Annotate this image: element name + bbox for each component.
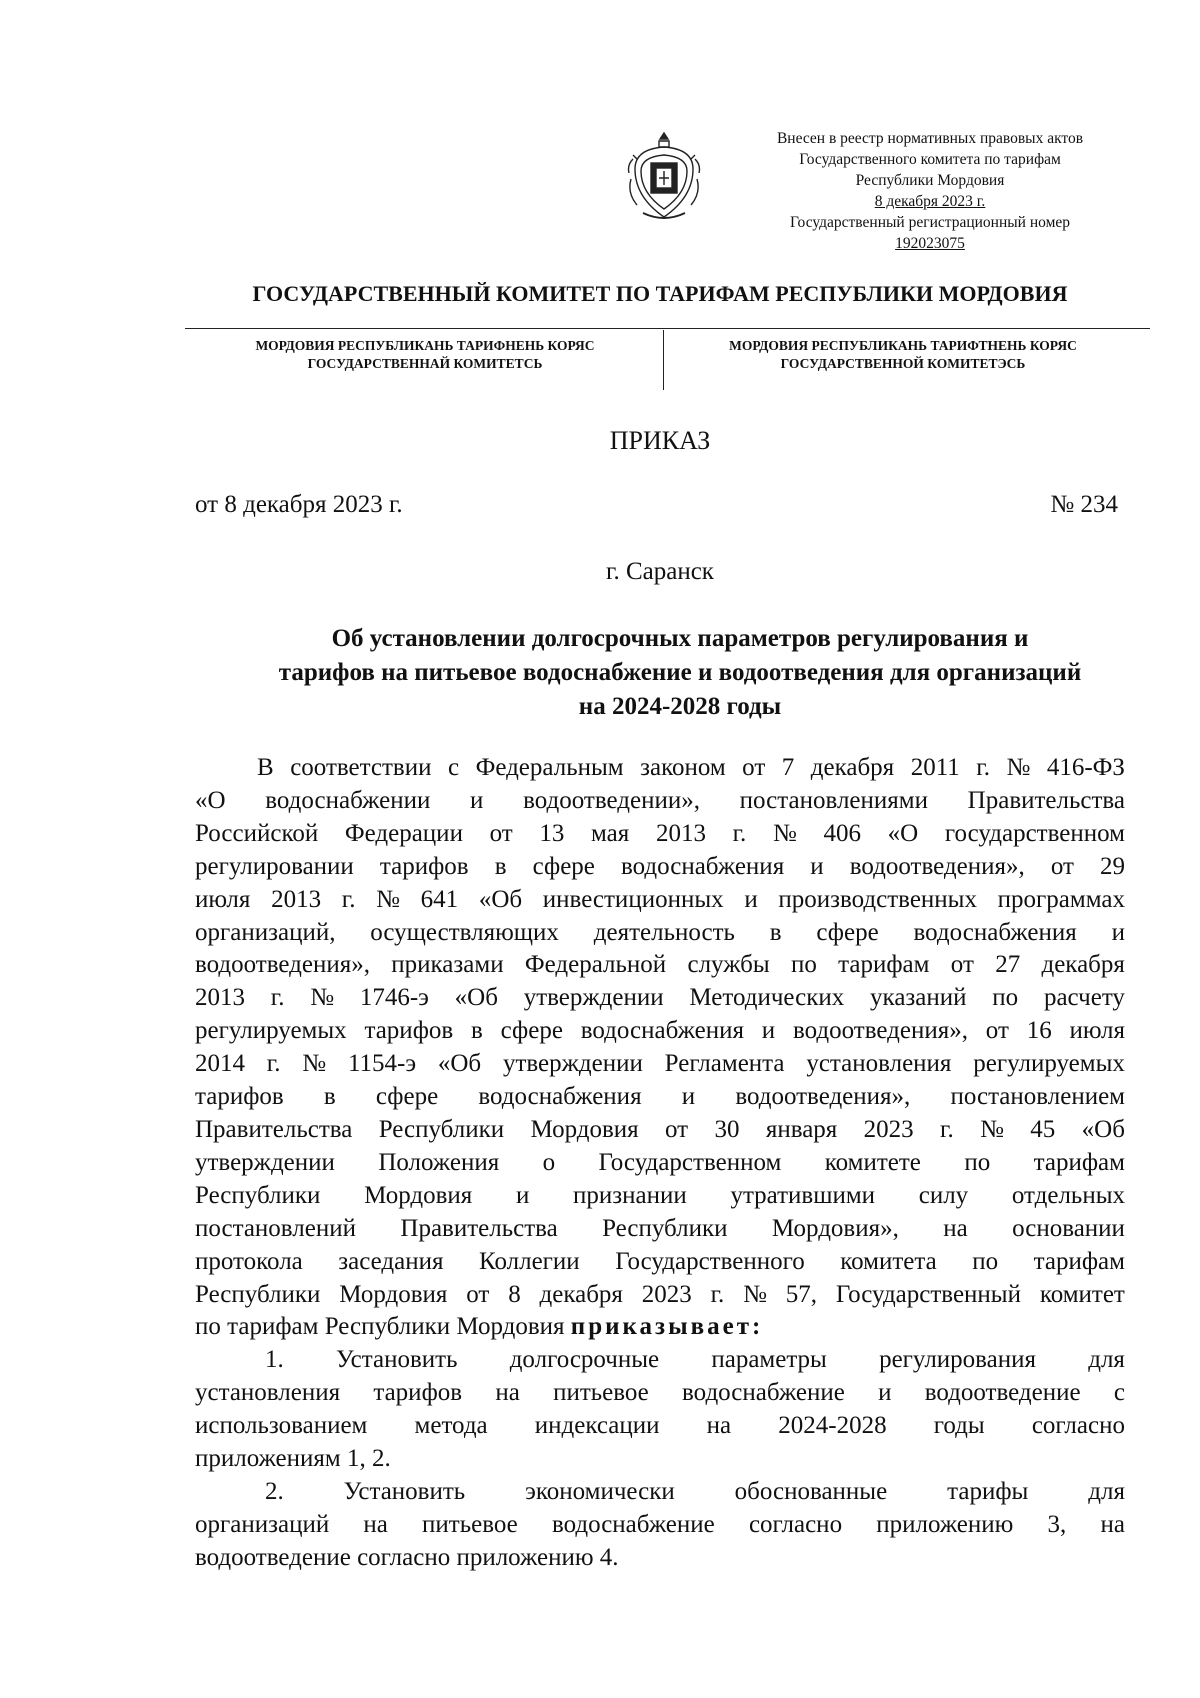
word: водоотведения»,: [735, 1083, 911, 1111]
word: заседания: [338, 1247, 444, 1275]
word: Установить: [343, 1477, 466, 1505]
word: Государственном: [598, 1148, 782, 1176]
registry-line-3: Республики Мордовия: [855, 172, 1005, 189]
word: в: [323, 1083, 336, 1111]
word: соответствии: [290, 754, 432, 781]
word: водоотведения»,: [793, 1017, 968, 1045]
word: сфере: [816, 918, 879, 946]
word: г.: [710, 1280, 725, 1308]
word: января: [765, 1115, 838, 1143]
word: сфере: [500, 1017, 563, 1045]
word: регулируемых: [195, 1017, 347, 1045]
word: водоснабжения: [580, 1017, 744, 1045]
word: приложению: [876, 1510, 1014, 1538]
word: июля: [195, 885, 251, 913]
word: г.: [940, 1115, 954, 1143]
word: 2013: [195, 984, 245, 1012]
word: тарифам: [1033, 1148, 1125, 1176]
word: №: [980, 1115, 1004, 1143]
word: Регламента: [664, 1050, 785, 1078]
state-emblem-icon: [623, 129, 705, 225]
preamble-line: [195, 1246, 1125, 1279]
word: Мордовия»,: [771, 1214, 899, 1242]
word: «Об: [1081, 1115, 1125, 1143]
word: №: [743, 1280, 767, 1308]
word: обоснованные: [734, 1477, 888, 1505]
word: 2013: [271, 885, 322, 913]
item-1-continuation: [195, 1377, 1125, 1443]
preamble-line: [195, 785, 1125, 818]
word: инвестиционных: [542, 885, 724, 913]
word: утверждении: [195, 1148, 335, 1176]
word: для: [1088, 1477, 1125, 1505]
word: 27: [995, 951, 1021, 979]
word: от: [950, 951, 974, 979]
word: 30: [714, 1115, 740, 1143]
word: «О: [195, 786, 226, 814]
word: по: [992, 984, 1019, 1012]
word: постановлением: [950, 1083, 1125, 1111]
subject-line-3: на 2024-2028 годы: [578, 693, 782, 720]
order-date: от 8 декабря 2023 г.: [195, 491, 403, 518]
word: г.: [270, 984, 285, 1012]
word: 2023: [641, 1280, 692, 1308]
order-heading: ПРИКАЗ: [609, 426, 711, 455]
word: организаций: [195, 1510, 330, 1538]
word: водоотведения»,: [195, 951, 370, 979]
word: производственных: [778, 885, 977, 913]
item-1-line: [195, 1377, 1125, 1410]
word: Федеральным: [475, 754, 624, 781]
item-2-last-line: водоотведение согласно приложению 4.: [195, 1543, 619, 1571]
registry-line-5: Государственный регистрационный номер: [789, 214, 1071, 231]
word: Российской: [195, 819, 319, 847]
word: тарифов: [373, 1379, 463, 1407]
word: водоснабжении: [265, 786, 431, 814]
word: №: [310, 984, 335, 1012]
word: №: [1006, 754, 1031, 781]
word: Федеральной: [524, 951, 667, 979]
word: согласно: [1031, 1412, 1125, 1440]
word: водоснабжения: [913, 918, 1077, 946]
word: г.: [341, 885, 356, 913]
word: на: [706, 1412, 732, 1440]
word: от: [742, 754, 766, 781]
word: Республики: [602, 1214, 728, 1242]
word: установления: [806, 1050, 952, 1078]
word: тарифы: [947, 1477, 1029, 1505]
preamble-line: [195, 884, 1125, 917]
word: 2013: [655, 819, 706, 847]
word: водоснабжение: [682, 1379, 845, 1407]
word: Правительства: [967, 786, 1125, 814]
item-number: 1.: [265, 1346, 284, 1374]
word: 29: [1100, 852, 1125, 880]
subject-line-2: тарифов на питьевое водоснабжение и водоотведения для организаций: [278, 659, 1082, 686]
word: 57,: [785, 1280, 818, 1308]
word: июля: [1069, 1017, 1125, 1045]
item-2-continuation: [195, 1509, 1125, 1542]
preamble-line: [195, 917, 1125, 950]
order-body: [195, 752, 1125, 1575]
registry-date: 8 декабря 2023 г.: [874, 193, 986, 210]
word: Методических: [689, 984, 845, 1012]
word: и: [744, 885, 758, 913]
preamble-line: [195, 949, 1125, 982]
word: 16: [1026, 1017, 1052, 1045]
word: 45: [1030, 1115, 1056, 1143]
word: Федерации: [344, 819, 463, 847]
order-city: г. Саранск: [606, 558, 714, 585]
word: от: [665, 1115, 689, 1143]
word: от: [1050, 852, 1074, 880]
header-subtitle-right-line-2: ГОСУДАРСТВЕННОЙ КОМИТЕТЭСЬ: [780, 356, 1026, 371]
word: питьевое: [553, 1379, 649, 1407]
preamble-line: [195, 752, 1125, 785]
item-1-first-line: [195, 1344, 1125, 1377]
word: Правительства: [195, 1115, 353, 1143]
item-1-line: [195, 1410, 1125, 1443]
word: Мордовия: [530, 1115, 639, 1143]
word: о: [542, 1148, 556, 1176]
word: законом: [640, 754, 726, 781]
word: и: [1111, 918, 1125, 946]
order-number: № 234: [1050, 491, 1118, 518]
word: и: [515, 1181, 530, 1209]
word: силу: [918, 1181, 969, 1209]
preamble-line: [195, 1015, 1125, 1048]
word: протокола: [195, 1247, 303, 1275]
header-subtitle-right: [668, 337, 1138, 373]
word: государственном: [944, 819, 1125, 847]
word: №: [772, 819, 797, 847]
word: тарифам: [838, 951, 930, 979]
preamble-line: [195, 818, 1125, 851]
word: Положения: [378, 1148, 500, 1176]
word: использованием: [195, 1412, 368, 1440]
word: 641: [420, 885, 459, 913]
word: Коллегии: [479, 1247, 580, 1275]
word: 416-ФЗ: [1046, 754, 1125, 781]
word: индексации: [534, 1412, 660, 1440]
word: 2011: [910, 754, 960, 781]
word: основании: [1012, 1214, 1125, 1242]
word: г.: [976, 754, 990, 781]
word: «Об: [437, 1050, 482, 1078]
word: тарифов: [379, 852, 469, 880]
word: по: [790, 951, 817, 979]
word: и: [761, 1017, 776, 1045]
word: Правительства: [400, 1214, 558, 1242]
word: организаций,: [195, 918, 336, 946]
word: 8: [508, 1280, 521, 1308]
word: и: [681, 1083, 696, 1111]
word: и: [810, 852, 824, 880]
header-divider: [185, 328, 1150, 329]
word: на: [943, 1214, 968, 1242]
subject-line-1: Об установлении долгосрочных параметров регулирования и: [331, 625, 1029, 652]
word: Государственный: [835, 1280, 1021, 1308]
registry-line-2: Государственного комитета по тарифам: [799, 151, 1061, 168]
word: утратившими: [730, 1181, 876, 1209]
registry-note: [700, 128, 1160, 254]
word: №: [302, 1050, 327, 1078]
word: 1154-э: [347, 1050, 417, 1078]
word: и: [470, 786, 484, 814]
word: долгосрочные: [509, 1346, 660, 1374]
word: регулировании: [195, 852, 354, 880]
word: для: [1088, 1346, 1125, 1374]
registry-number: 192023075: [895, 235, 965, 252]
word: постановлений: [195, 1214, 356, 1242]
word: Государственного: [615, 1247, 805, 1275]
word: водоснабжение: [551, 1510, 715, 1538]
word: от: [489, 819, 513, 847]
preamble-line: [195, 1279, 1125, 1312]
word: сфере: [532, 852, 595, 880]
word: 1746-э: [359, 984, 429, 1012]
preamble-last-text: по тарифам Республики Мордовия: [195, 1313, 571, 1341]
word: 3,: [1047, 1510, 1067, 1538]
word: 7: [781, 754, 795, 781]
word: 2014: [195, 1050, 245, 1078]
word: комитет: [1039, 1280, 1125, 1308]
word: Республики: [195, 1280, 321, 1308]
word: мая: [591, 819, 630, 847]
word: в: [471, 1017, 483, 1045]
word: с: [1113, 1379, 1125, 1407]
header-subtitle-left-line-2: ГОСУДАРСТВЕННАЙ КОМИТЕТСЬ: [307, 356, 543, 371]
item-2-first-line: [195, 1476, 1125, 1509]
word: признании: [573, 1181, 687, 1209]
word: приказами: [391, 951, 504, 979]
item-number: 2.: [265, 1477, 284, 1505]
word: г.: [266, 1050, 281, 1078]
word: Мордовия: [339, 1280, 448, 1308]
word: комитете: [824, 1148, 921, 1176]
word: на: [1100, 1510, 1125, 1538]
committee-title: ГОСУДАРСТВЕННЫЙ КОМИТЕТ ПО ТАРИФАМ РЕСПУБЛИКИ МОРДОВИЯ: [252, 281, 1068, 306]
preamble-line: [195, 1213, 1125, 1246]
word: согласно: [748, 1510, 843, 1538]
word: тарифов: [195, 1083, 284, 1111]
preamble-line: [195, 1081, 1125, 1114]
word: экономически: [525, 1477, 675, 1505]
header-subtitle-right-line-1: МОРДОВИЯ РЕСПУБЛИКАНЬ ТАРИФТНЕНЬ КОРЯС: [729, 338, 1077, 353]
word: утверждении: [523, 984, 664, 1012]
header-subtitle-left-line-1: МОРДОВИЯ РЕСПУБЛИКАНЬ ТАРИФНЕНЬ КОРЯС: [255, 338, 595, 353]
preamble-line: [195, 1180, 1125, 1213]
word: и: [878, 1379, 892, 1407]
word: программах: [997, 885, 1125, 913]
word: расчету: [1043, 984, 1125, 1012]
word: тарифам: [1033, 1247, 1125, 1275]
word: на: [495, 1379, 520, 1407]
word: Установить: [335, 1346, 458, 1374]
word: регулируемых: [973, 1050, 1125, 1078]
preamble-paragraph: [195, 752, 1125, 1311]
word: в: [494, 852, 507, 880]
word: параметры: [711, 1346, 827, 1374]
word: отдельных: [1011, 1181, 1125, 1209]
word: В: [257, 754, 274, 781]
word: Мордовия: [364, 1181, 473, 1209]
word: 13: [539, 819, 565, 847]
word: сфере: [375, 1083, 439, 1111]
word: регулирования: [879, 1346, 1037, 1374]
word: 2024-2028: [778, 1412, 887, 1440]
word: г.: [732, 819, 747, 847]
word: водоотведения»,: [849, 852, 1025, 880]
word: декабря: [1041, 951, 1125, 979]
word: в: [769, 918, 782, 946]
order-directive: приказывает:: [570, 1313, 764, 1341]
word: Республики: [378, 1115, 505, 1143]
word: водоснабжения: [620, 852, 785, 880]
word: водоотведении»,: [523, 786, 700, 814]
order-subject: [200, 622, 1160, 724]
registry-line-1: Внесен в реестр нормативных правовых актов: [776, 130, 1084, 147]
word: постановлениями: [739, 786, 928, 814]
word: осуществляющих: [370, 918, 559, 946]
word: указаний: [870, 984, 967, 1012]
word: водоотведение: [924, 1379, 1081, 1407]
item-1-last-line: приложениям 1, 2.: [195, 1445, 391, 1473]
preamble-line: [195, 982, 1125, 1015]
header-vertical-divider: [663, 330, 664, 390]
word: Республики: [195, 1181, 321, 1209]
preamble-line: [195, 1147, 1125, 1180]
word: водоснабжения: [478, 1083, 642, 1111]
preamble-line: [195, 851, 1125, 884]
word: питьевое: [422, 1510, 518, 1538]
word: декабря: [810, 754, 895, 781]
word: установления: [195, 1379, 341, 1407]
header-subtitle-left: [190, 337, 660, 373]
word: «Об: [454, 984, 498, 1012]
word: деятельность: [593, 918, 735, 946]
word: 406: [823, 819, 861, 847]
word: утверждении: [502, 1050, 643, 1078]
word: 2023: [863, 1115, 914, 1143]
word: тарифов: [364, 1017, 454, 1045]
word: службы: [687, 951, 770, 979]
preamble-line: [195, 1114, 1125, 1147]
word: по: [964, 1148, 991, 1176]
word: на: [363, 1510, 388, 1538]
word: комитета: [840, 1247, 937, 1275]
word: от: [466, 1280, 490, 1308]
item-2-line: [195, 1509, 1125, 1542]
word: декабря: [539, 1280, 623, 1308]
word: с: [447, 754, 460, 781]
word: метода: [414, 1412, 488, 1440]
word: «Об: [478, 885, 523, 913]
word: годы: [933, 1412, 985, 1440]
preamble-last-line: [195, 1311, 1125, 1344]
preamble-line: [195, 1048, 1125, 1081]
word: от: [985, 1017, 1009, 1045]
word: по: [972, 1247, 999, 1275]
word: №: [376, 885, 400, 913]
word: «О: [887, 819, 919, 847]
